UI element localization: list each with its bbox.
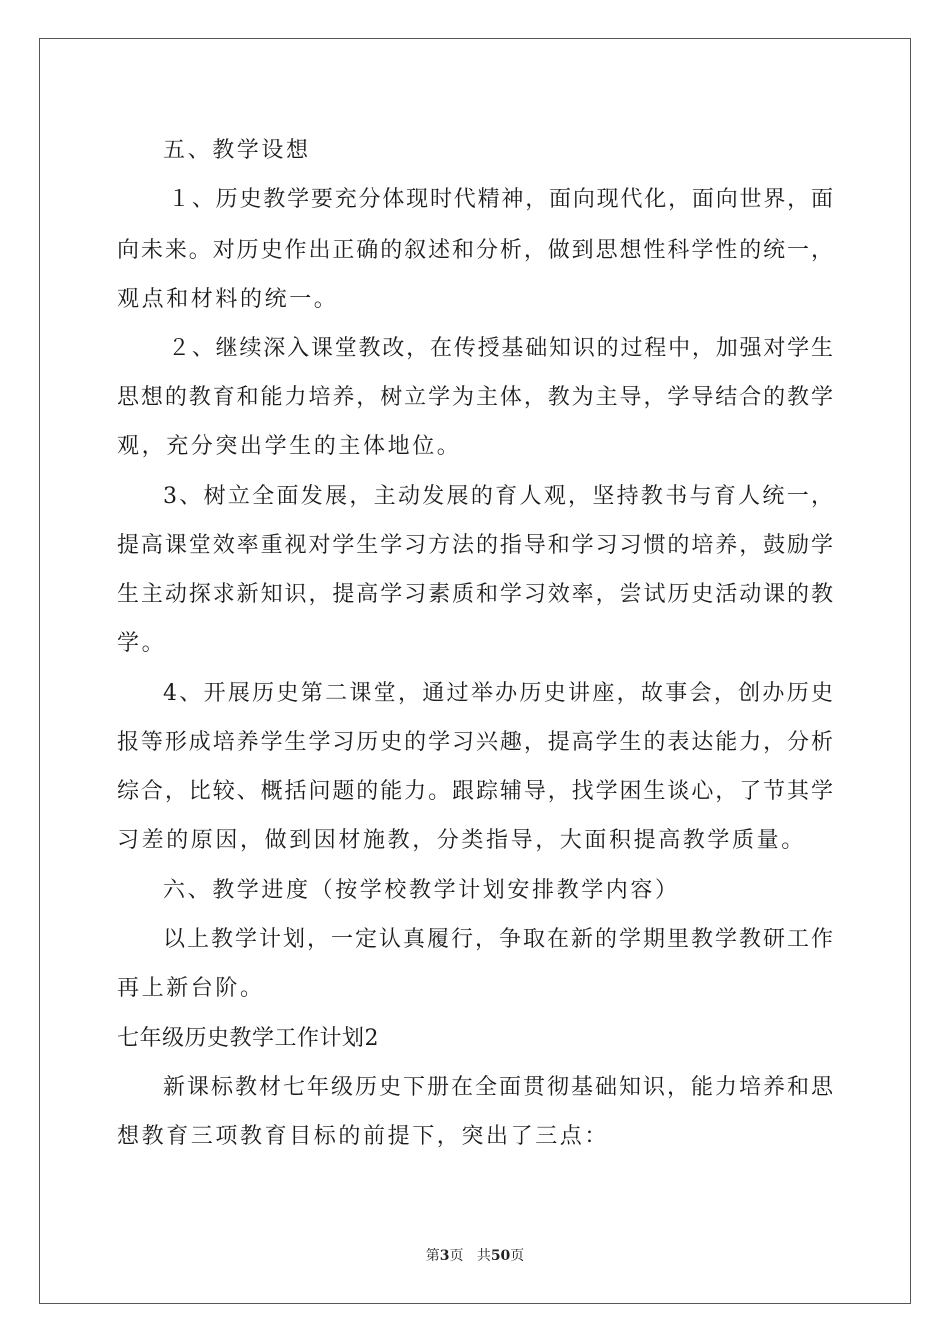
total-prefix: 共 [476, 1248, 491, 1264]
paragraph-line: 观点和材料的统一。 [117, 287, 339, 312]
paragraph-line: ２、继续深入课堂教改，在传授基础知识的过程中，加强对学生 [168, 336, 833, 361]
page-current: 3 [439, 1248, 450, 1264]
paragraph-line: 观，充分突出学生的主体地位。 [117, 434, 462, 459]
document-title: 七年级历史教学工作计划2 [117, 1026, 379, 1051]
paragraph-line: 提高课堂效率重视对学生学习方法的指导和学习习惯的培养，鼓励学 [117, 533, 833, 558]
paragraph-line: 报等形成培养学生学习历史的学习兴趣，提高学生的表达能力，分析 [117, 730, 833, 755]
paragraph-line: 4、开展历史第二课堂，通过举办历史讲座，故事会，创办历史 [163, 681, 833, 706]
paragraph-line: 新课标教材七年级历史下册在全面贯彻基础知识，能力培养和思 [163, 1075, 833, 1100]
paragraph-line: 综合，比较、概括问题的能力。跟踪辅导，找学困生谈心，了节其学 [117, 779, 833, 804]
page-prefix: 第 [425, 1248, 440, 1264]
paragraph-line: １、历史教学要充分体现时代精神，面向现代化，面向世界，面 [168, 187, 833, 212]
paragraph-line: 以上教学计划，一定认真履行，争取在新的学期里教学教研工作 [163, 927, 833, 952]
paragraph-line: 习差的原因，做到因材施教，分类指导，大面积提高教学质量。 [117, 828, 806, 853]
paragraph-line: 想教育三项教育目标的前提下，突出了三点： [117, 1124, 610, 1149]
page-unit: 页 [449, 1248, 464, 1264]
page-total: 50 [490, 1248, 511, 1264]
paragraph-line: 思想的教育和能力培养，树立学为主体，教为主导，学导结合的教学 [117, 385, 833, 410]
paragraph-line: 向未来。对历史作出正确的叙述和分析，做到思想性科学性的统一， [117, 238, 833, 263]
page-footer [0, 1247, 950, 1265]
paragraph-line: 再上新台阶。 [117, 976, 265, 1001]
paragraph-line: 学。 [117, 631, 167, 656]
total-unit: 页 [510, 1248, 525, 1264]
page-border [39, 38, 911, 1304]
section-heading-teaching-ideas: 五、教学设想 [163, 138, 311, 163]
section-heading-teaching-progress: 六、教学进度（按学校教学计划安排教学内容） [163, 878, 680, 903]
paragraph-line: 生主动探求新知识，提高学习素质和学习效率，尝试历史活动课的教 [117, 582, 833, 607]
paragraph-line: 3、树立全面发展，主动发展的育人观，坚持教书与育人统一， [163, 484, 833, 509]
